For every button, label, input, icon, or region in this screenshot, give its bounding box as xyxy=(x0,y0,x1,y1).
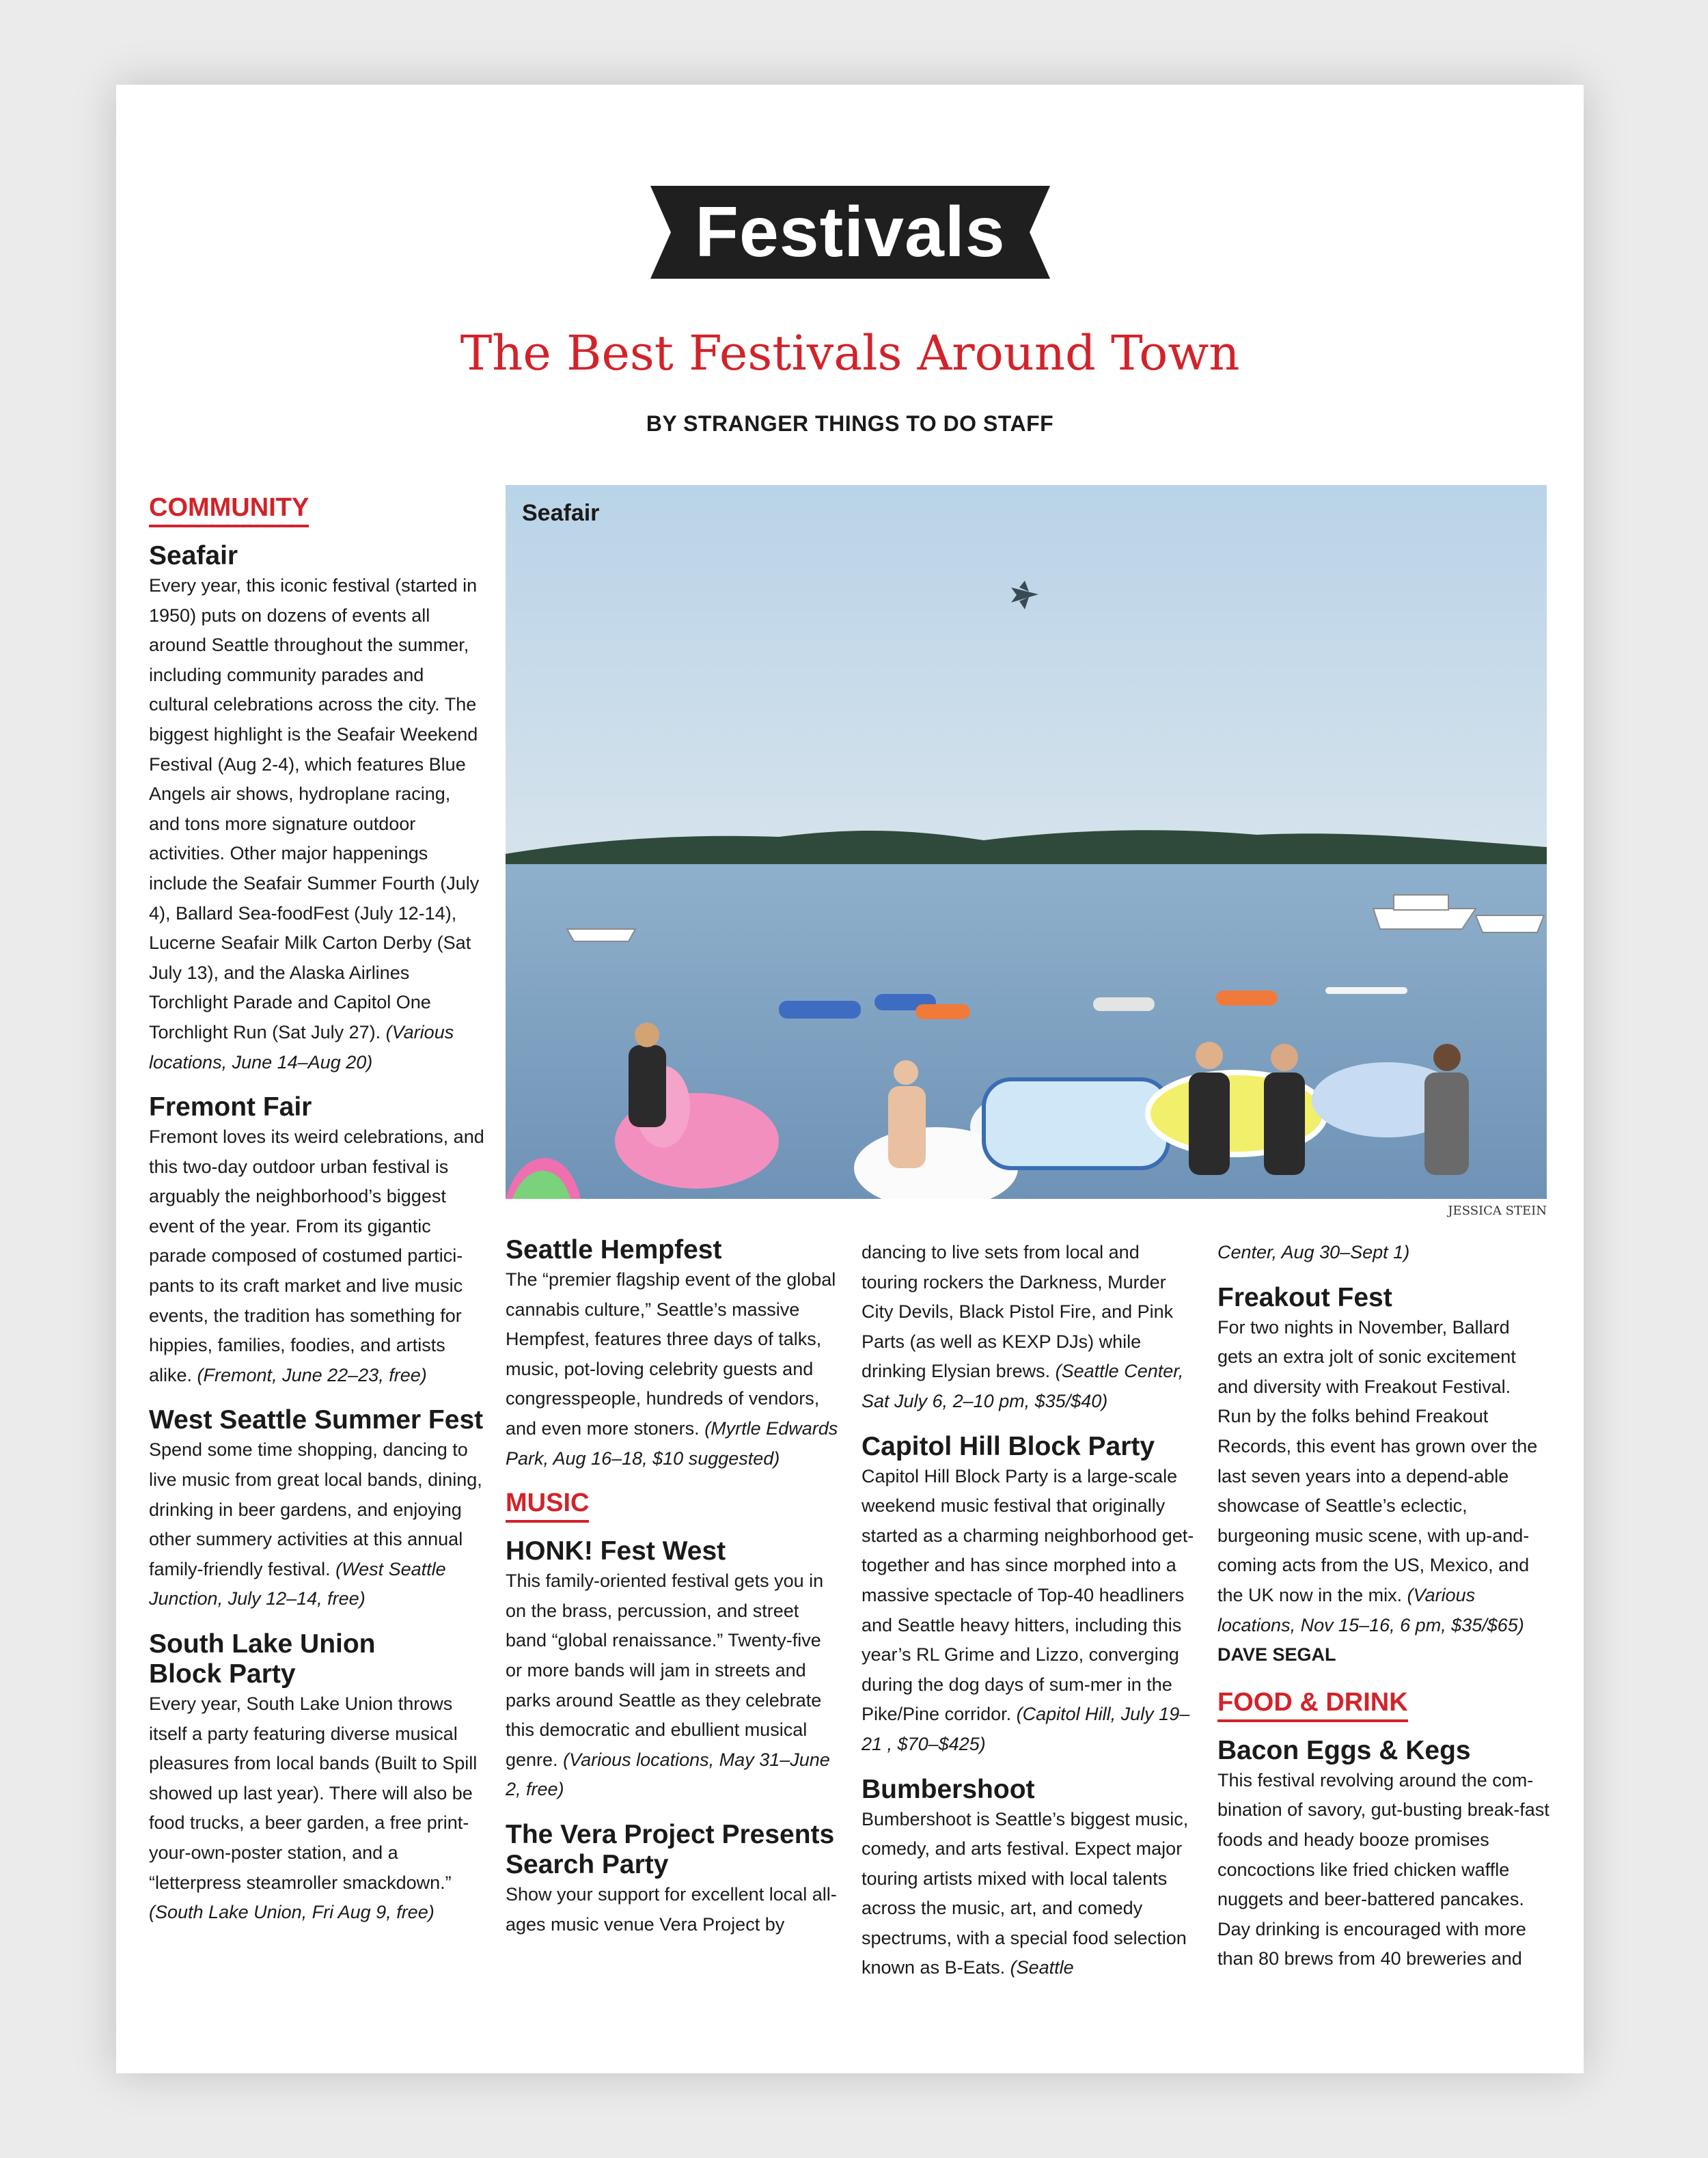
article-body: This family-oriented festival gets you in on the brass, percussion, and street band “global renaissance.” Twenty-five or more bands will jam in streets and parks around Seattle as they celebrate this democratic and ebullient musical genre. (Various locations, May 31–June 2, free) xyxy=(506,1571,830,1800)
event-info: (Myrtle Edwards Park, Aug 16–18, $10 suggested) xyxy=(506,1417,838,1469)
section-banner xyxy=(650,186,1050,279)
section-heading-music: MUSIC xyxy=(506,1487,589,1523)
article-title: West Seattle Summer Fest xyxy=(149,1405,484,1435)
section-tag: Festivals xyxy=(695,192,1006,272)
photo-credit: JESSICA STEIN xyxy=(1448,1204,1547,1218)
article-title: Freakout Fest xyxy=(1217,1282,1392,1312)
event-info: (South Lake Union, Fri Aug 9, free) xyxy=(149,1902,435,1923)
event-info: (Fremont, June 22–23, free) xyxy=(197,1364,427,1385)
article-body: Show your support for excellent local all-ages music venue Vera Project by xyxy=(506,1883,837,1935)
event-info: (West Seattle Junction, July 12–14, free) xyxy=(149,1558,446,1609)
article-body: Spend some time shopping, dancing to live music from great local bands, dining, drinking in beer gardens, and enjoying other summery activities at this annual family-friendly festival. (West Seattle Junction, July 12–14, free) xyxy=(149,1439,482,1609)
column-3 xyxy=(862,1238,1196,1983)
article-body: The “premier flagship event of the global cannabis culture,” Seattle’s massive Hempfest, features three days of talks, music, pot-loving celebrity guests and congresspeople, hundreds of vendors, and even more stoners. (Myrtle Edwards Park, Aug 16–18, $10 suggested) xyxy=(506,1269,838,1469)
magazine-page xyxy=(116,85,1584,2073)
event-info: (Various locations, Nov 15–16, 6 pm, $35/$65) xyxy=(1217,1584,1524,1635)
page-headline: The Best Festivals Around Town xyxy=(460,325,1240,381)
section-heading-food-drink: FOOD & DRINK xyxy=(1217,1687,1408,1722)
article-body-continued: dancing to live sets from local and touring rockers the Darkness, Murder City Devils, Black Pistol Fire, and Pink Parts (as well as KEXP DJs) while drinking Elysian brews. (Seattle Center, Sat July 6, 2–10 pm, $35/$40) xyxy=(862,1242,1184,1411)
article-title: Capitol Hill Block Party xyxy=(862,1431,1155,1461)
column-2 xyxy=(506,1235,840,1939)
article-body: This festival revolving around the com-bination of savory, gut-busting break-fast foods and heady booze promises concoctions like fried chicken waffle nuggets and beer-battered pancakes. Day drinking is encouraged with more than 80 brews from 40 breweries and xyxy=(1217,1769,1549,1969)
hero-photo xyxy=(506,485,1547,1199)
article-title: South Lake Union Block Party xyxy=(149,1629,376,1689)
event-info: (Capitol Hill, July 19–21 , $70–$425) xyxy=(862,1704,1190,1754)
photo-label: Seafair xyxy=(522,500,600,526)
article-body: For two nights in November, Ballard gets an extra jolt of sonic excitement and diversity with Freakout Festival. Run by the folks behind Freakout Records, this event has grown over the last seven years into a depend-able showcase of Seattle’s eclectic, burgeoning music scene, with up-and-coming acts from the US, Mexico, and the UK now in the mix. (Various locations, Nov 15–16, 6 pm, $35/$65) xyxy=(1217,1316,1538,1635)
photo-illustration xyxy=(506,485,1547,1199)
article-body: Every year, South Lake Union throws itself a party featuring diverse musical pleasures from local bands (Built to Spill showed up last year). There will also be food trucks, a beer garden, a free print-your-own-poster station, and a “letterpress steamroller smackdown.” (South Lake Union, Fri Aug 9, free) xyxy=(149,1693,478,1923)
article-title: Seattle Hempfest xyxy=(506,1235,722,1264)
article-title: HONK! Fest West xyxy=(506,1536,726,1566)
column-1 xyxy=(149,492,485,1928)
byline: BY STRANGER THINGS TO DO STAFF xyxy=(646,411,1054,436)
article-body: Fremont loves its weird celebrations, and this two-day outdoor urban festival is arguably the neighborhood’s biggest event of the year. From its gigantic parade composed of costumed partici-pants to its craft market and live music events, the tradition has something for hippies, families, foodies, and artists alike. (Fremont, June 22–23, free) xyxy=(149,1126,484,1385)
column-4 xyxy=(1217,1238,1549,1974)
article-title: Fremont Fair xyxy=(149,1092,312,1122)
article-title: Bumbershoot xyxy=(862,1774,1035,1804)
article-body: Every year, this iconic festival (started in 1950) puts on dozens of events all around Seattle throughout the summer, including community parades and cultural celebrations across the city. The biggest highlight is the Seafair Weekend Festival (Aug 2-4), which features Blue Angels air shows, hydroplane racing, and tons more signature outdoor activities. Other major happenings include the Seafair Summer Fourth (July 4), Ballard Sea-foodFest (July 12-14), Lucerne Seafair Milk Carton Derby (Sat July 13), and the Alaska Airlines Torchlight Parade and Capitol One Torchlight Run (Sat July 27). (Various locations, June 14–Aug 20) xyxy=(149,575,480,1073)
article-title: Seafair xyxy=(149,541,238,570)
article-title: The Vera Project Presents Search Party xyxy=(506,1819,835,1879)
event-info: (Various locations, May 31–June 2, free) xyxy=(506,1749,830,1800)
article-title: Bacon Eggs & Kegs xyxy=(1217,1735,1471,1765)
event-info: (Seattle Center, Sat July 6, 2–10 pm, $35/$40) xyxy=(862,1361,1184,1411)
article-body: Capitol Hill Block Party is a large-scale weekend music festival that originally started as a charming neighborhood get-together and has since morphed into a massive spectacle of Top-40 headliners and Seattle heavy hitters, including this year’s RL Grime and Lizzo, converging during the dog days of sum-mer in the Pike/Pine corridor. (Capitol Hill, July 19–21 , $70–$425) xyxy=(862,1465,1194,1754)
event-info-continued: Center, Aug 30–Sept 1) xyxy=(1217,1242,1410,1262)
article-body: Bumbershoot is Seattle’s biggest music, comedy, and arts festival. Expect major touring artists mixed with local talents across the music, art, and comedy spectrums, with a special food selection known as B-Eats. (Seattle xyxy=(862,1808,1189,1978)
author-credit: DAVE SEGAL xyxy=(1217,1644,1336,1665)
section-heading-community: COMMUNITY xyxy=(149,492,309,527)
event-info: (Seattle xyxy=(1010,1957,1074,1978)
event-info: (Various locations, June 14–Aug 20) xyxy=(149,1021,454,1073)
